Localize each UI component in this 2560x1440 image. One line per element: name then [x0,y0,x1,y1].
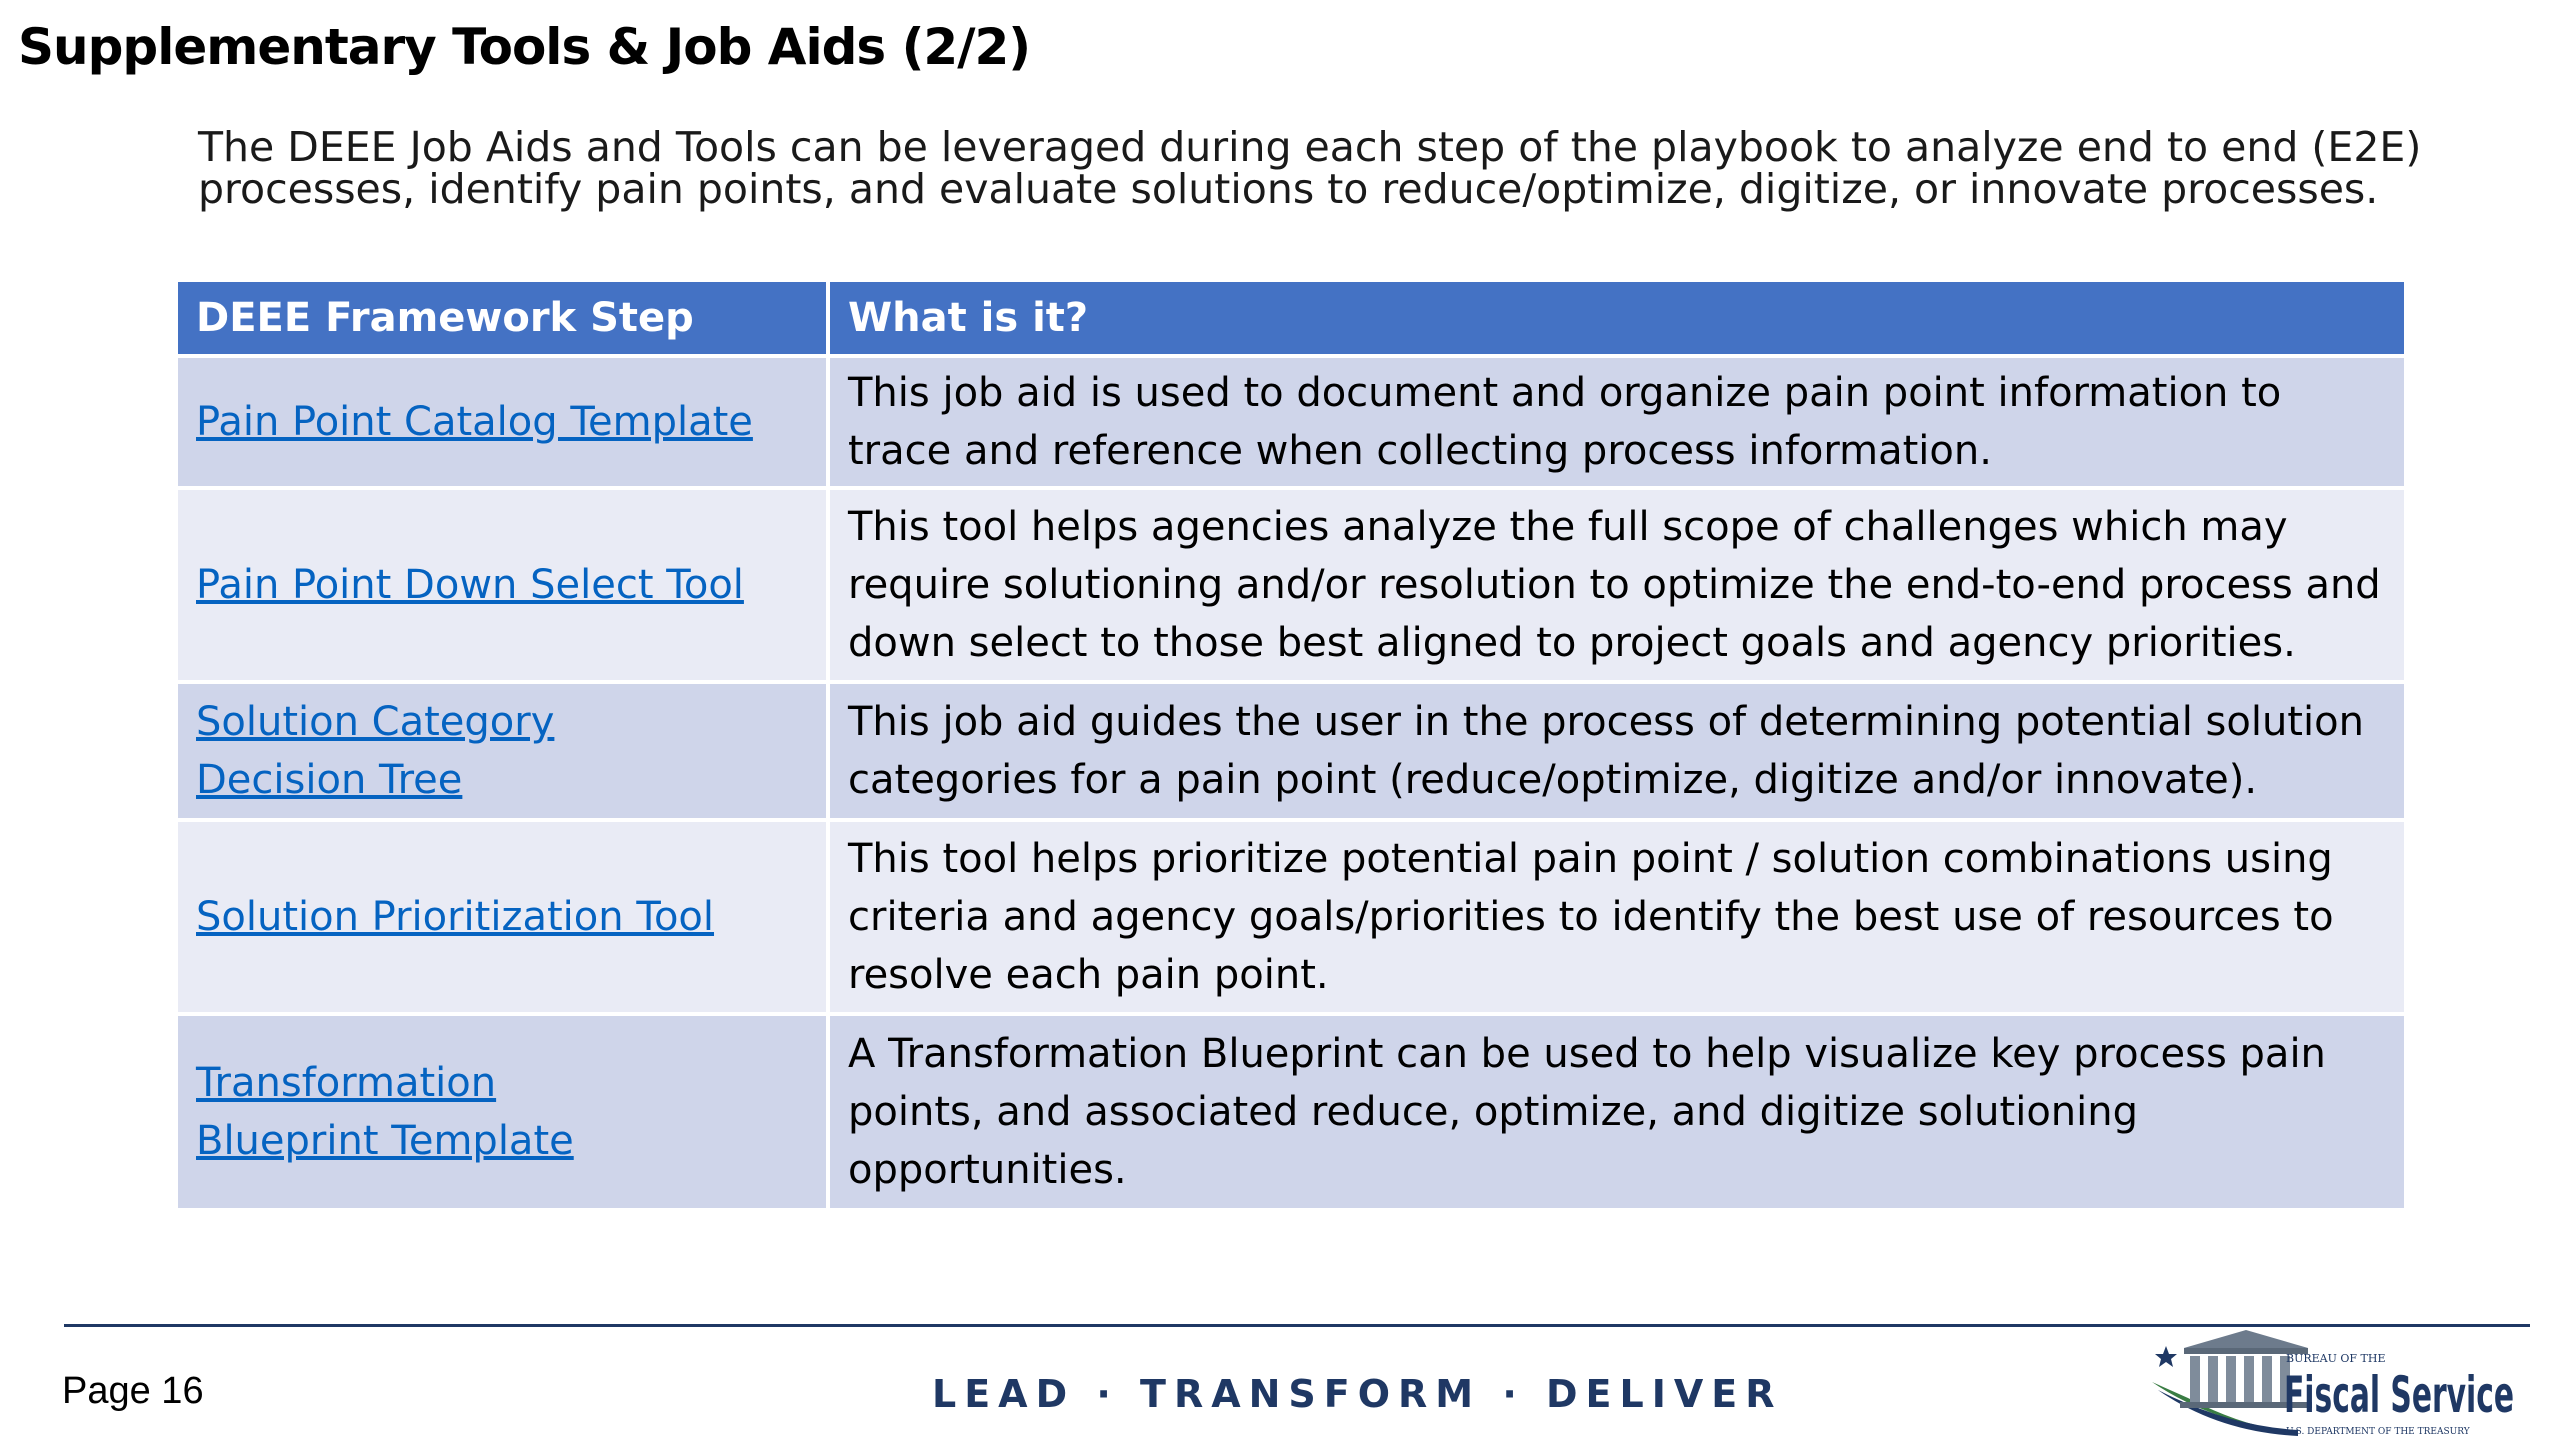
step-cell [178,1014,828,1208]
footer-tagline: LEAD · TRANSFORM · DELIVER [932,1372,1783,1416]
table-row [178,682,2404,820]
description-cell: This tool helps agencies analyze the full scope of challenges which may require solutioning and/or resolution to optimize the end-to-end process and down select to those best aligned to project goals and agency priorities. [828,488,2404,682]
table-row [178,1014,2404,1208]
solution-prioritization-tool-link[interactable]: Solution Prioritization Tool [196,894,715,940]
table-row [178,488,2404,682]
treasury-building-icon [2148,1320,2548,1440]
svg-text:Fiscal Service: Fiscal Service [2284,1366,2514,1424]
slide-title: Supplementary Tools & Job Aids (2/2) [18,18,1031,76]
transformation-blueprint-template-link[interactable]: Transformation Blueprint Template [196,1060,574,1164]
table-row [178,356,2404,488]
framework-table [178,282,2404,1208]
fiscal-service-logo [2148,1320,2548,1440]
page-number: Page 16 [62,1370,204,1412]
description-cell: This job aid guides the user in the process of determining potential solution categories for a pain point (reduce/optimize, digitize and/or innovate). [828,682,2404,820]
pain-point-down-select-tool-link[interactable]: Pain Point Down Select Tool [196,562,744,608]
step-cell [178,820,828,1014]
pain-point-catalog-template-link[interactable]: Pain Point Catalog Template [196,399,753,445]
solution-category-decision-tree-link[interactable]: Solution Category Decision Tree [196,699,555,803]
step-cell [178,682,828,820]
table-header-row [178,282,2404,356]
step-cell [178,488,828,682]
description-cell: This tool helps prioritize potential pain point / solution combinations using criteria and agency goals/priorities to identify the best use of resources to resolve each pain point. [828,820,2404,1014]
table-row [178,820,2404,1014]
svg-text:BUREAU OF THE: BUREAU OF THE [2286,1352,2386,1365]
svg-text:U.S. DEPARTMENT OF THE TREASUR: U.S. DEPARTMENT OF THE TREASURY [2286,1427,2470,1437]
description-cell: This job aid is used to document and organize pain point information to trace and reference when collecting process information. [828,356,2404,488]
column-header-step: DEEE Framework Step [178,282,828,356]
description-cell: A Transformation Blueprint can be used to help visualize key process pain points, and associated reduce, optimize, and digitize solutioning opportunities. [828,1014,2404,1208]
column-header-description: What is it? [828,282,2404,356]
step-cell [178,356,828,488]
intro-paragraph: The DEEE Job Aids and Tools can be leveraged during each step of the playbook to analyze end to end (E2E) processes, identify pain points, and evaluate solutions to reduce/optimize, digitize, or innovate processes. [198,123,2422,213]
